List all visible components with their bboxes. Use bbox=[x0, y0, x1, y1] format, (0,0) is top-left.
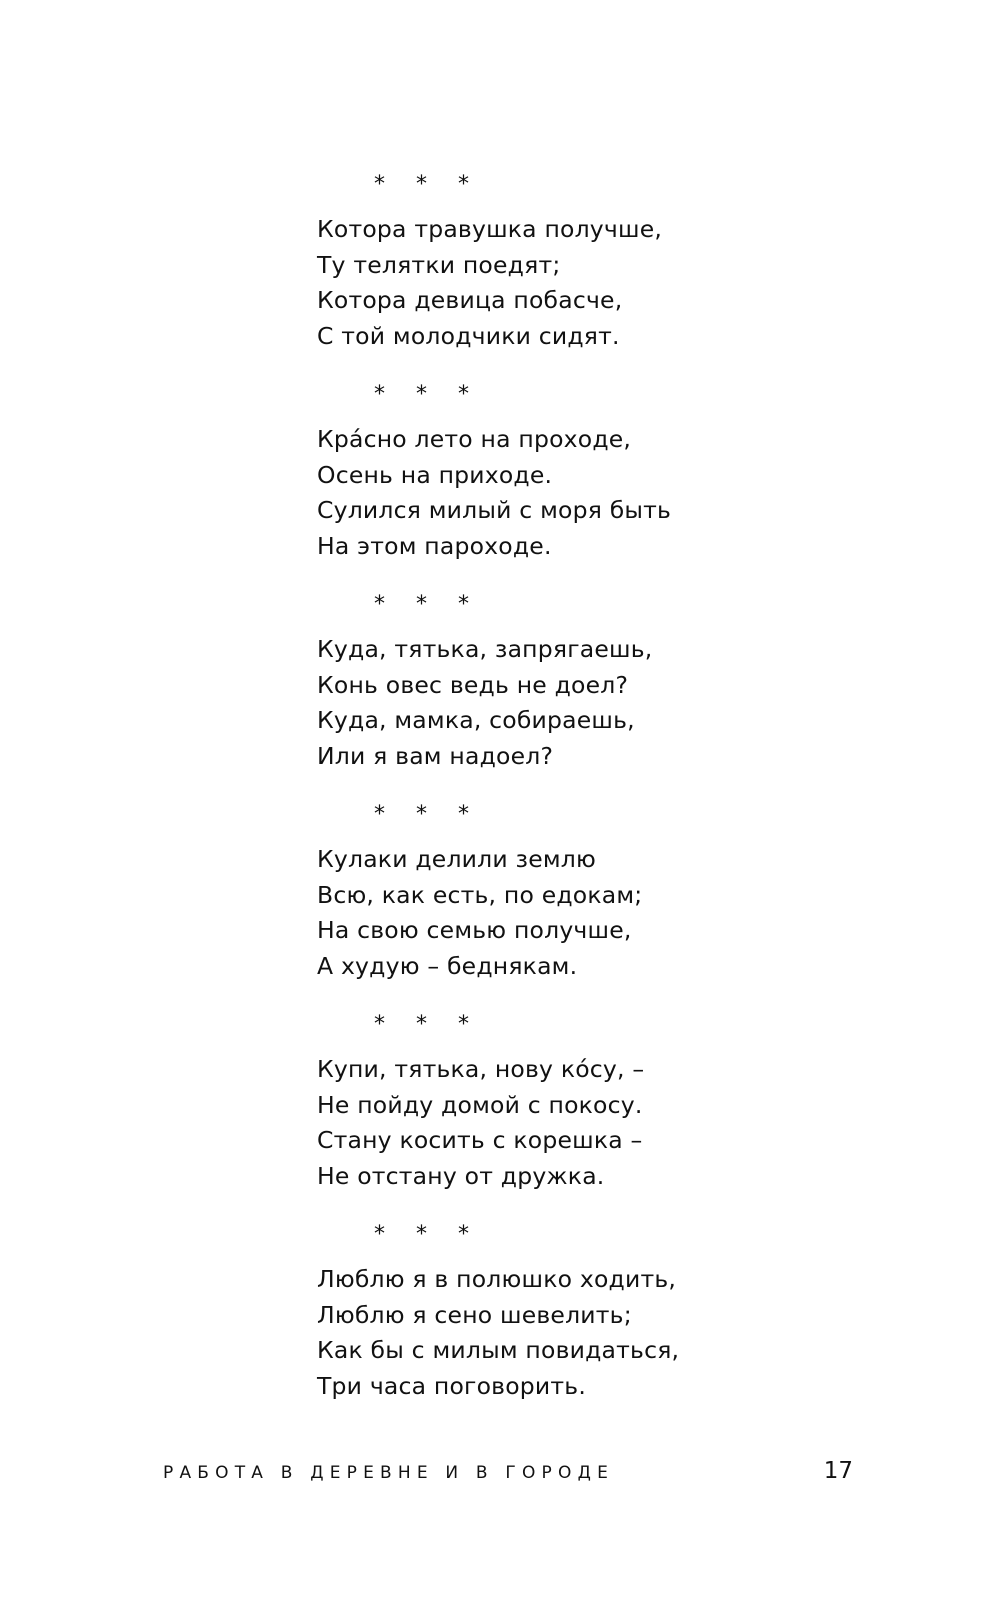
verse-line: Не отстану от дружка. bbox=[317, 1161, 605, 1190]
stanza-separator: * * * bbox=[374, 1222, 481, 1247]
verse-line: Или я вам надоел? bbox=[317, 741, 554, 770]
stanza-6 bbox=[317, 1222, 837, 1404]
verse-line: Кра́сно лето на проходе, bbox=[317, 425, 632, 453]
verse-line: Конь овес ведь не доел? bbox=[317, 670, 629, 699]
verse-line: Кулаки делили землю bbox=[317, 845, 596, 873]
verse-line: Не пойду домой с покосу. bbox=[317, 1090, 643, 1119]
verse-line: Всю, как есть, по едокам; bbox=[317, 880, 643, 909]
stanza-4 bbox=[317, 802, 837, 984]
verse-line: А худую – беднякам. bbox=[317, 951, 578, 980]
verse-line: Сулился милый с моря быть bbox=[317, 496, 672, 524]
verse-line: Купи, тятька, нову ко́су, – bbox=[317, 1055, 645, 1083]
verse-line: С той молодчики сидят. bbox=[317, 321, 620, 350]
stanza-separator: * * * bbox=[374, 1012, 481, 1037]
verse-line: Котора травушка получше, bbox=[317, 215, 663, 243]
stanza-1 bbox=[317, 172, 837, 354]
stanza-2 bbox=[317, 382, 837, 564]
page-number: 17 bbox=[823, 1458, 853, 1484]
stanza-separator: * * * bbox=[374, 382, 481, 407]
stanza-separator: * * * bbox=[374, 802, 481, 827]
verse-line: Стану косить с корешка – bbox=[317, 1126, 643, 1154]
stanza-separator: * * * bbox=[374, 592, 481, 617]
verse-line: Котора девица побасче, bbox=[317, 286, 623, 314]
verse-line: Ту телятки поедят; bbox=[317, 250, 561, 279]
running-head: РАБОТА В ДЕРЕВНЕ И В ГОРОДЕ bbox=[163, 1463, 615, 1483]
verse-line: Три часа поговорить. bbox=[317, 1371, 586, 1400]
page-footer bbox=[163, 1458, 853, 1488]
verse-line: Осень на приходе. bbox=[317, 460, 553, 489]
verse-line: Люблю я сено шевелить; bbox=[317, 1300, 632, 1329]
verse-line: На этом пароходе. bbox=[317, 531, 552, 560]
stanza-separator: * * * bbox=[374, 172, 481, 197]
stanza-3 bbox=[317, 592, 837, 774]
verse-line: На свою семью получше, bbox=[317, 916, 632, 944]
verse-line: Куда, мамка, собираешь, bbox=[317, 706, 635, 734]
verse-line: Куда, тятька, запрягаешь, bbox=[317, 635, 653, 663]
stanza-5 bbox=[317, 1012, 837, 1194]
poem-collection bbox=[317, 172, 837, 1432]
verse-line: Люблю я в полюшко ходить, bbox=[317, 1265, 677, 1293]
verse-line: Как бы с милым повидаться, bbox=[317, 1336, 680, 1364]
